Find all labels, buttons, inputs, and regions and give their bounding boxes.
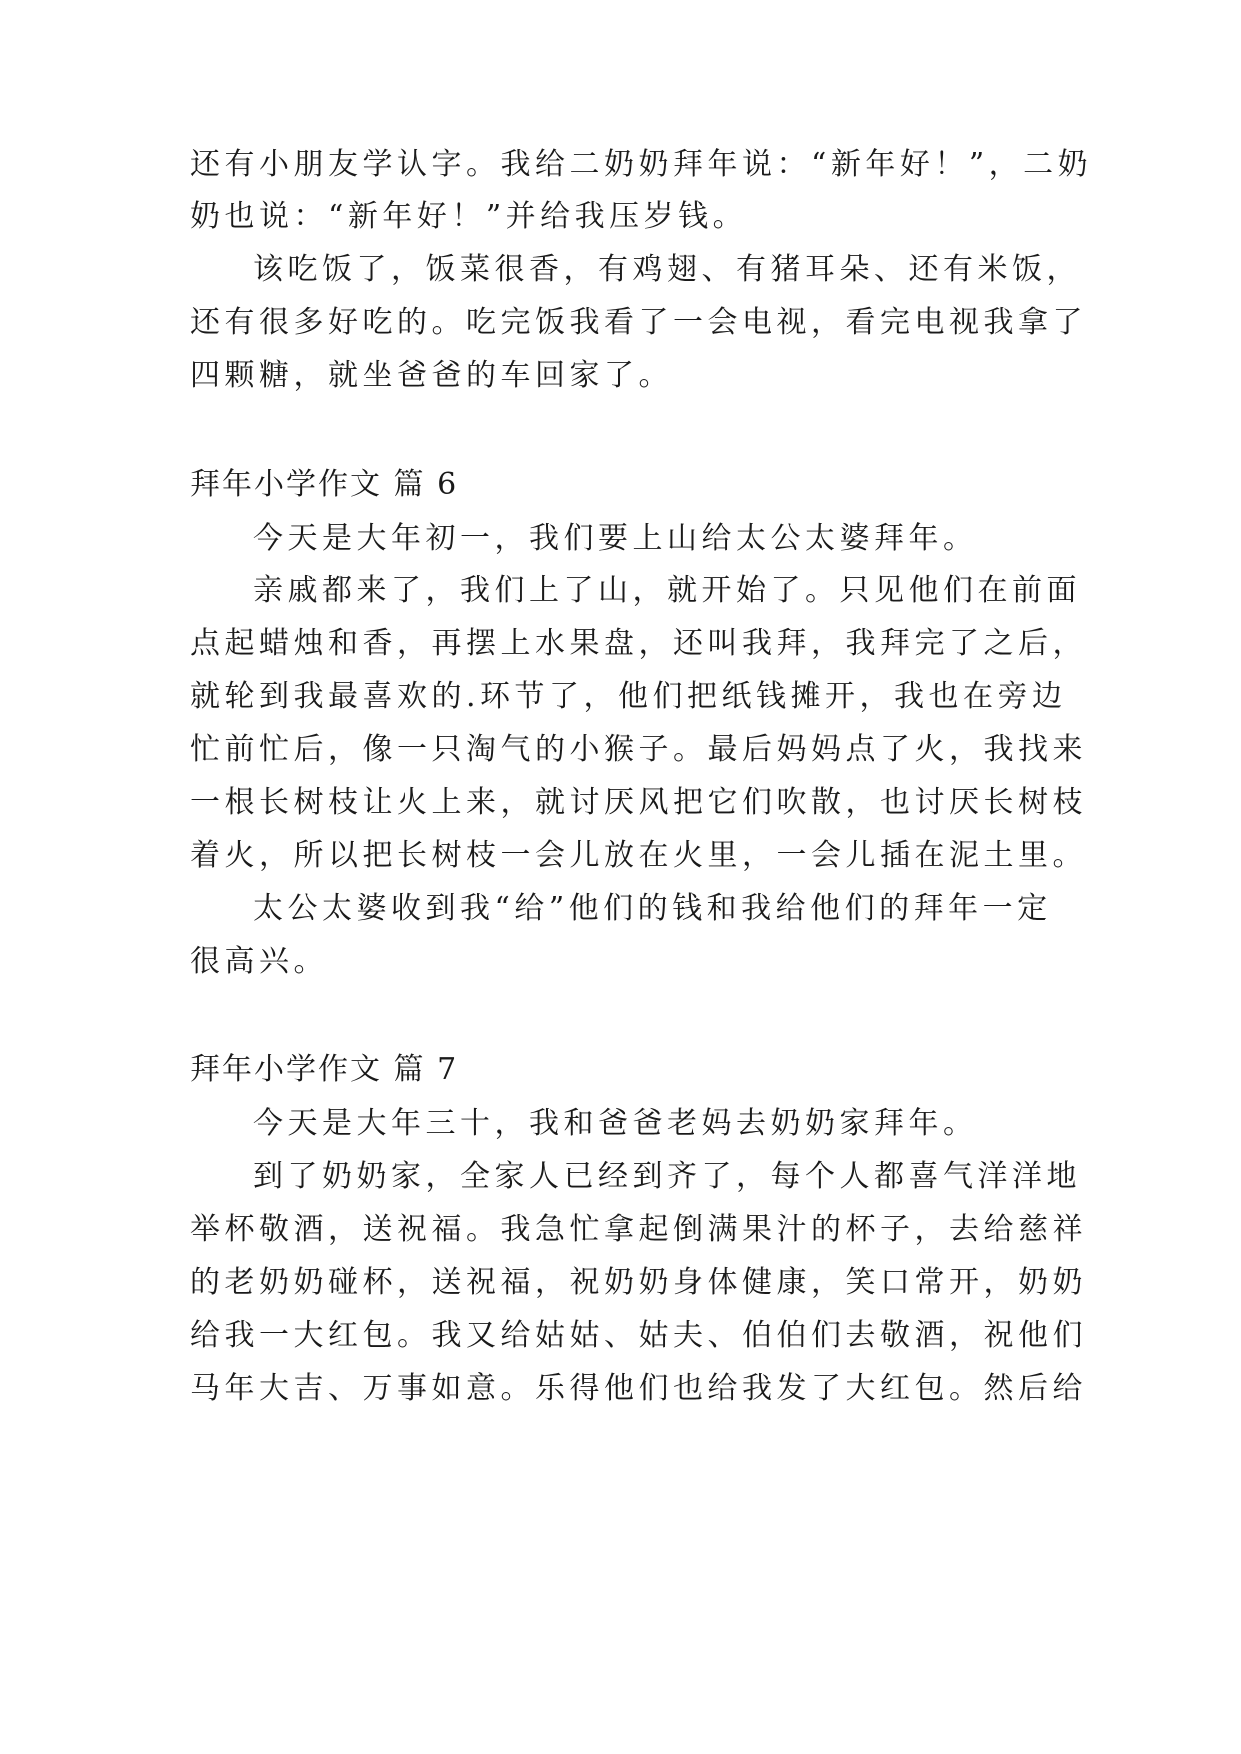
paragraph-line: 还有很多好吃的。吃完饭我看了一会电视，看完电视我拿了: [190, 305, 1087, 340]
paragraph-line: 亲戚都来了，我们上了山，就开始了。只见他们在前面: [253, 573, 1081, 608]
paragraph-line: 太公太婆收到我“给”他们的钱和我给他们的拜年一定: [253, 891, 1052, 926]
paragraph-line: 很高兴。: [190, 944, 328, 979]
paragraph-line: 一根长树枝让火上来，就讨厌风把它们吹散，也讨厌长树枝: [190, 785, 1087, 820]
paragraph-line: 举杯敬酒，送祝福。我急忙拿起倒满果汁的杯子，去给慈祥: [190, 1212, 1087, 1247]
section-heading-6: 拜年小学作文 篇 6: [190, 467, 459, 502]
paragraph-line: 给我一大红包。我又给姑姑、姑夫、伯伯们去敬酒，祝他们: [190, 1318, 1087, 1353]
paragraph-line: 今天是大年三十，我和爸爸老妈去奶奶家拜年。: [253, 1106, 978, 1141]
paragraph-line: 忙前忙后，像一只淘气的小猴子。最后妈妈点了火，我找来: [190, 732, 1087, 767]
paragraph-line: 到了奶奶家，全家人已经到齐了，每个人都喜气洋洋地: [253, 1159, 1081, 1194]
paragraph-line: 点起蜡烛和香，再摆上水果盘，还叫我拜，我拜完了之后，: [190, 626, 1087, 661]
paragraph-line: 今天是大年初一，我们要上山给太公太婆拜年。: [253, 521, 978, 556]
paragraph-line: 还有小朋友学认字。我给二奶奶拜年说：“新年好！”，二奶: [190, 147, 1093, 182]
section-heading-7: 拜年小学作文 篇 7: [190, 1052, 459, 1087]
paragraph-line: 该吃饭了，饭菜很香，有鸡翅、有猪耳朵、还有米饭，: [253, 252, 1081, 287]
paragraph-line: 马年大吉、万事如意。乐得他们也给我发了大红包。然后给: [190, 1371, 1087, 1406]
paragraph-line: 就轮到我最喜欢的.环节了，他们把纸钱摊开，我也在旁边: [190, 679, 1067, 714]
paragraph-line: 奶也说：“新年好！”并给我压岁钱。: [190, 199, 748, 234]
paragraph-line: 四颗糖，就坐爸爸的车回家了。: [190, 358, 673, 393]
paragraph-line: 的老奶奶碰杯，送祝福，祝奶奶身体健康，笑口常开，奶奶: [190, 1265, 1087, 1300]
paragraph-line: 着火，所以把长树枝一会儿放在火里，一会儿插在泥土里。: [190, 838, 1087, 873]
